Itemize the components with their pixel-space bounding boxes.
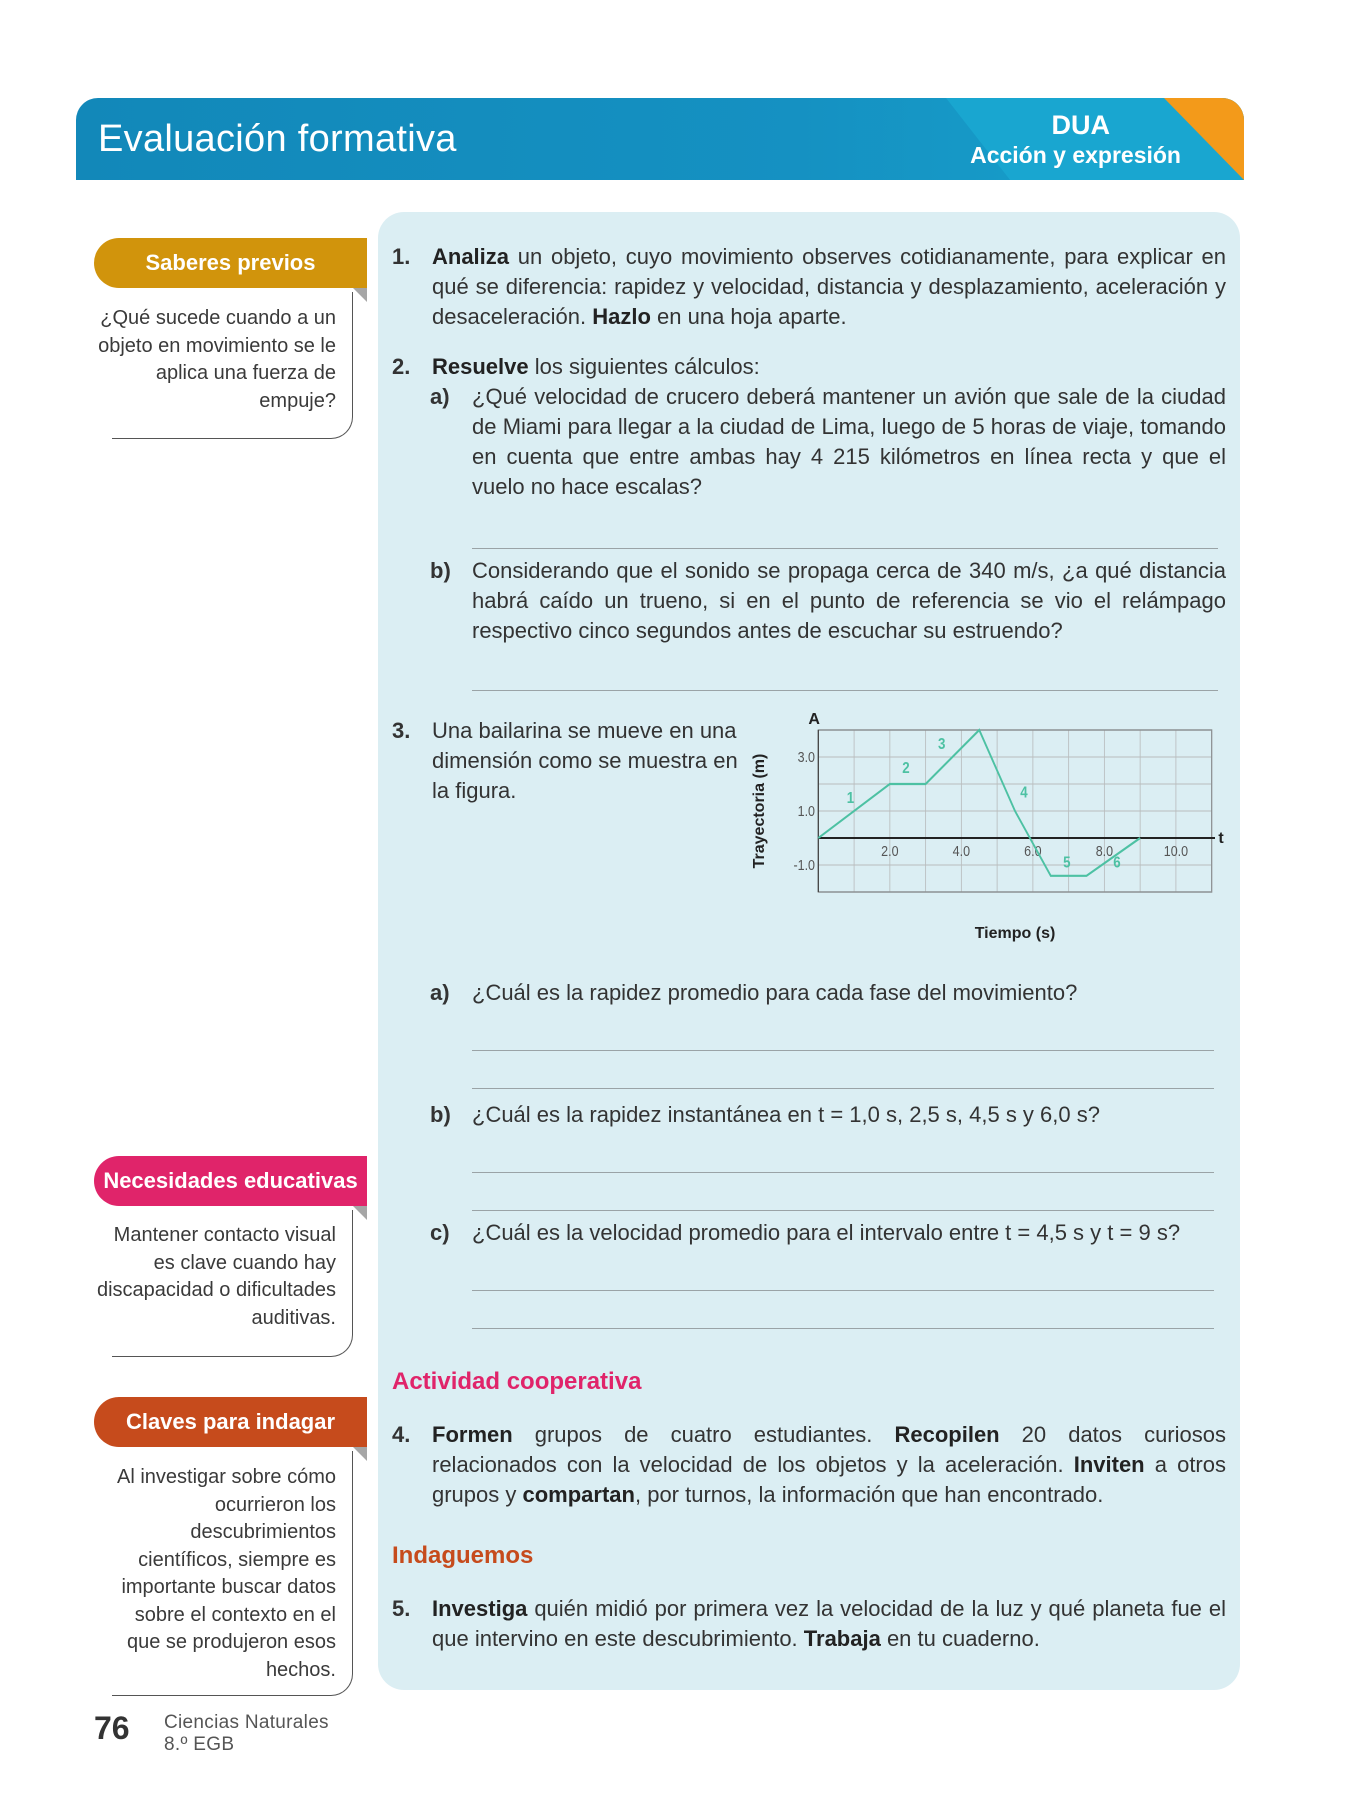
q4-verb-compartan: compartan [522,1482,635,1507]
q5-text-a: quién midió por primera vez la velocidad de la luz y qué planeta fue el que intervino en este descubrimiento. [432,1596,1226,1651]
q3b-answer-line-1[interactable] [472,1172,1214,1173]
x-tick-label: 4.0 [952,842,971,860]
x-axis-label: Tiempo (s) [974,925,1056,942]
footer-grade: 8.º EGB [164,1734,235,1755]
page-number: 76 [94,1710,130,1746]
question-3-number: 3. [392,718,411,743]
question-4-number: 4. [392,1422,411,1447]
question-3-text: Una bailarina se mueve en una dimensión como se muestra en la figura. [432,718,738,803]
q3b-label: b) [430,1102,451,1127]
q3a-text: ¿Cuál es la rapidez promedio para cada fase del movimiento? [472,980,1078,1005]
series-line [818,730,1140,876]
phase-label: 5 [1063,854,1071,873]
q2b-label: b) [430,558,451,583]
y-axis-label: Trayectoria (m) [751,753,768,869]
saberes-previos-tab: Saberes previos [94,238,367,288]
q2a-label: a) [430,384,450,409]
q3a-answer-line-2[interactable] [472,1088,1214,1089]
chart-series [818,730,1140,876]
phase-label: 4 [1020,784,1028,802]
saberes-previos-text: ¿Qué sucede cuando a un objeto en movimiento se le aplica una fuerza de empuje? [98,307,336,412]
necesidades-educativas-text: Mantener contacto visual es clave cuando hay discapacidad o dificultades auditivas. [96,1224,336,1329]
q3a-answer-line-1[interactable] [472,1050,1214,1051]
x-tick-label: 6.0 [1024,842,1042,860]
y-tick-label: 1.0 [797,802,815,820]
q3c-answer-line-1[interactable] [472,1290,1214,1291]
q3b-text: ¿Cuál es la rapidez instantánea en t = 1,0 s, 2,5 s, 4,5 s y 6,0 s? [472,1102,1100,1127]
q4-verb-inviten: Inviten [1073,1452,1145,1477]
y-axis-name: A [808,711,820,728]
question-5-text [432,1594,1226,1654]
y-tick-label: -1.0 [793,856,815,874]
q3c-label: c) [430,1220,450,1245]
q3c-answer-line-2[interactable] [472,1328,1214,1329]
q2-text: los siguientes cálculos: [528,354,760,379]
claves-para-indagar-text: Al investigar sobre cómo ocurrieron los descubrimientos científicos, siempre es importante buscar datos sobre el contexto en el que se produjeron esos hechos. [117,1466,336,1681]
q4-verb-formen: Formen [432,1422,513,1447]
q1-text-b: en una hoja aparte. [650,304,847,329]
y-tick-label: 3.0 [797,748,815,766]
q2a-answer-line[interactable] [472,548,1218,549]
actividad-cooperativa-title: Actividad cooperativa [392,1368,642,1395]
indaguemos-title: Indaguemos [392,1542,534,1569]
q1-verb-hazlo: Hazlo [592,304,651,329]
q3c-text: ¿Cuál es la velocidad promedio para el intervalo entre t = 4,5 s y t = 9 s? [472,1220,1181,1245]
trajectory-chart [740,706,1240,956]
q4-text-b: 20 datos curiosos relacionados con la velocidad de los objetos y la aceleración. [432,1422,1226,1477]
q4-text-c: a otros grupos y [432,1452,1226,1507]
q5-text-b: en tu cuaderno. [880,1626,1040,1651]
dua-subtitle: Acción y expresión [970,142,1181,168]
q2b-text: Considerando que el sonido se propaga cerca de 340 m/s, ¿a qué distancia habrá caído un trueno, si en el punto de referencia se vio el relámpago respectivo cinco segundos antes de escuchar su estruendo? [472,558,1226,643]
x-tick-label: 2.0 [881,842,899,860]
necesidades-educativas-tab: Necesidades educativas [94,1156,367,1206]
q5-verb-investiga: Investiga [432,1596,528,1621]
question-1-number: 1. [392,244,411,269]
q1-verb-analiza: Analiza [432,244,510,269]
page-title: Evaluación formativa [98,118,457,160]
q3b-answer-line-2[interactable] [472,1210,1214,1211]
q2-verb-resuelve: Resuelve [432,354,529,379]
x-axis-name: t [1218,830,1224,847]
q5-verb-trabaja: Trabaja [803,1626,881,1651]
header-banner [76,98,1244,180]
phase-label: 6 [1113,854,1121,873]
q1-text-a: un objeto, cuyo movimiento observes cotidianamente, para explicar en qué se diferencia: rapidez y velocidad, distancia y desplazamiento, aceleración y desaceleración. [432,244,1226,329]
question-2-number: 2. [392,354,411,379]
phase-label: 1 [846,789,855,808]
q4-text-d: , por turnos, la información que han encontrado. [634,1482,1104,1507]
q2a-text: ¿Qué velocidad de crucero deberá mantener un avión que sale de la ciudad de Miami para llegar a la ciudad de Lima, luego de 5 horas de viaje, tomando en cuenta que entre ambas hay 4 215 kilómetros en línea recta y que el vuelo no hace escalas? [472,384,1226,499]
x-tick-label: 10.0 [1163,842,1189,860]
question-1-text [432,242,1226,332]
question-2-text [432,352,1226,382]
q3a-label: a) [430,980,450,1005]
x-tick-label: 8.0 [1095,842,1114,860]
footer-subject: Ciencias Naturales [164,1712,329,1733]
q4-verb-recopilen: Recopilen [894,1422,1000,1447]
claves-para-indagar-tab: Claves para indagar [94,1397,367,1447]
question-5-number: 5. [392,1596,411,1621]
dua-title: DUA [1051,110,1110,140]
phase-label: 2 [902,760,910,778]
q4-text-a: grupos de cuatro estudiantes. [512,1422,895,1447]
question-4-text [432,1420,1226,1510]
q2b-answer-line[interactable] [472,690,1218,691]
phase-label: 3 [937,735,946,754]
